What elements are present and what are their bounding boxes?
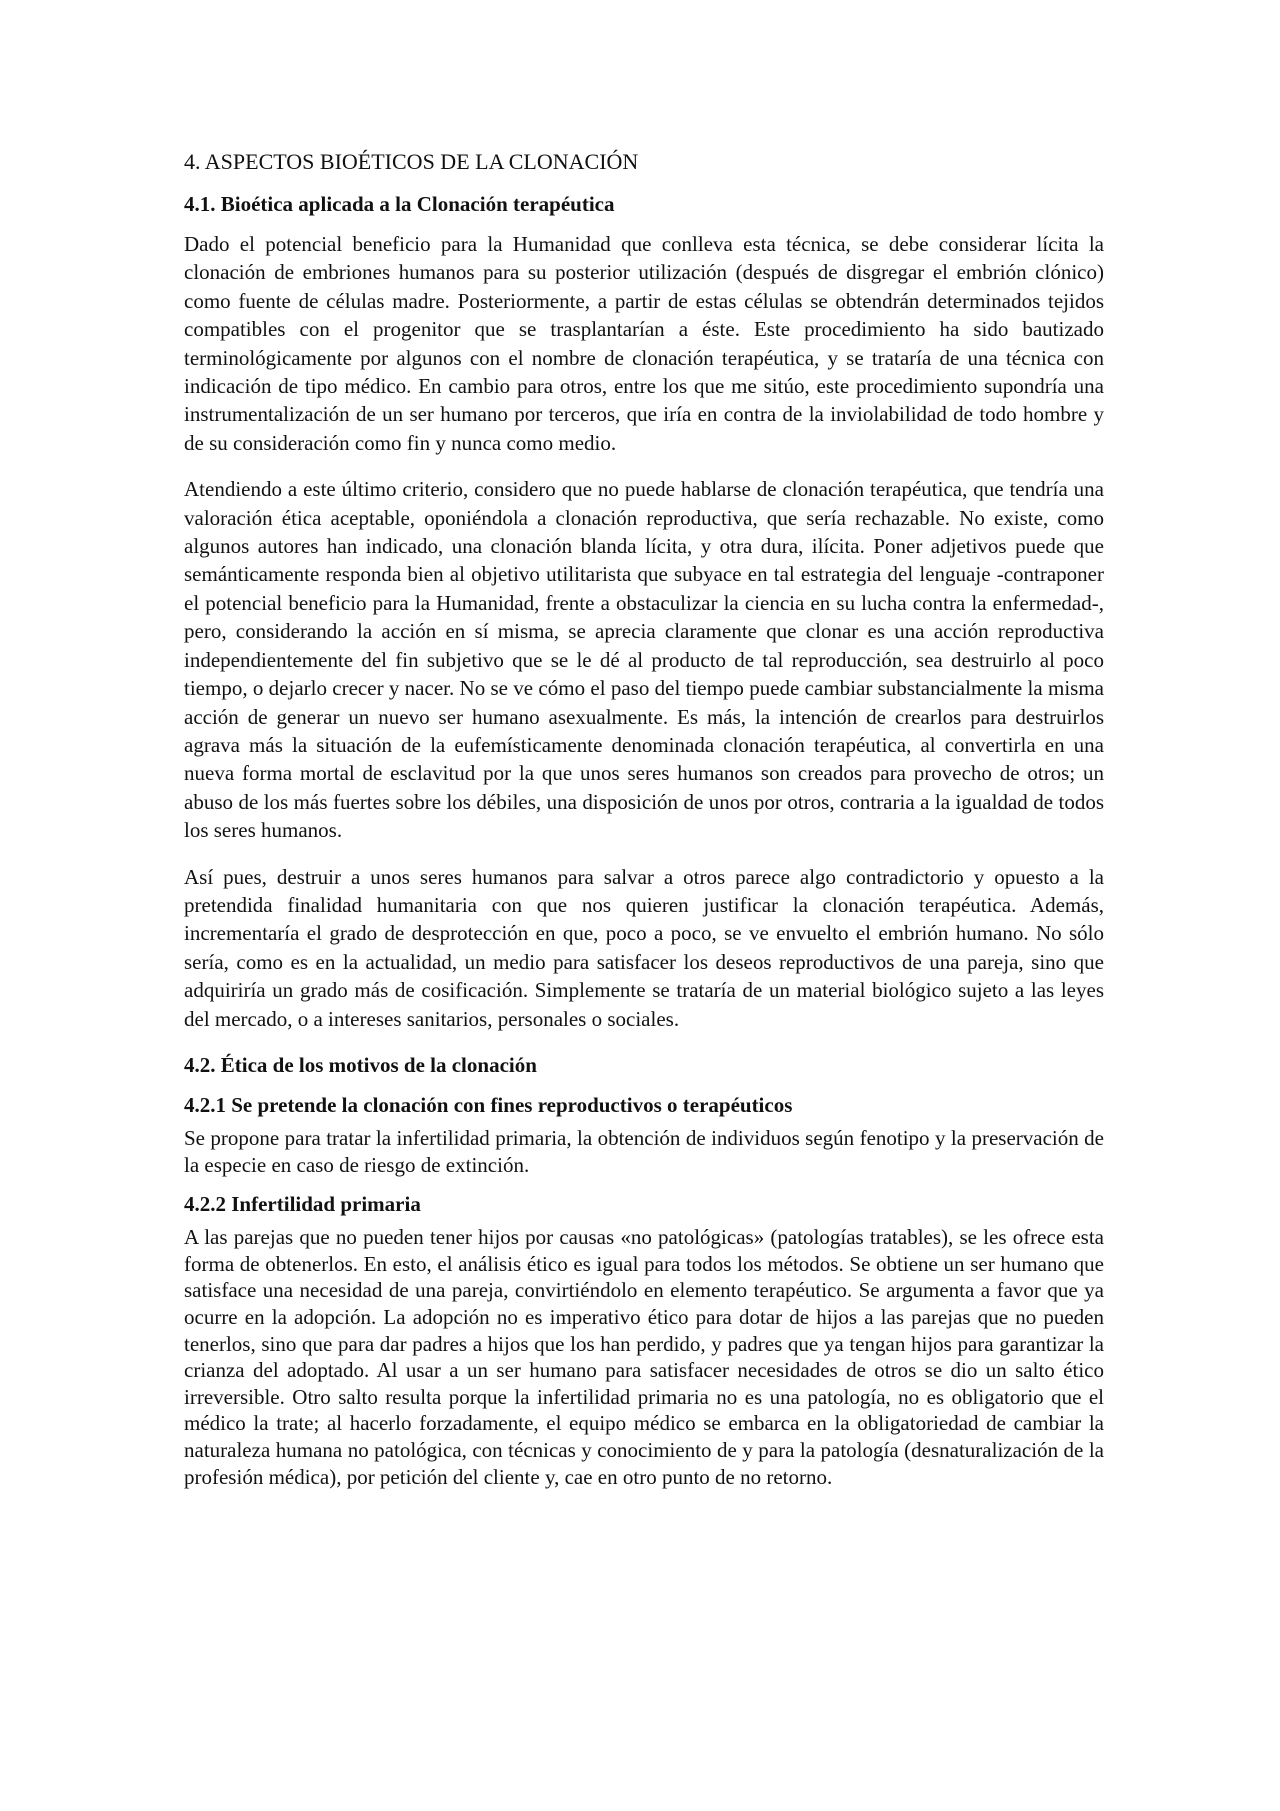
paragraph-1: Dado el potencial beneficio para la Humanidad que conlleva esta técnica, se debe considerar lícita la clonación de embriones humanos para su posterior utilización (después de disgregar el embrión clónico) como fuente de células madre. Posteriormente, a partir de estas células se obtendrán determinados tejidos compatibles con el progenitor que se trasplantarían a éste. Este procedimiento ha sido bautizado terminológicamente por algunos con el nombre de clonación terapéutica, y se trataría de una técnica con indicación de tipo médico. En cambio para otros, entre los que me sitúo, este procedimiento supondría una instrumentalización de un ser humano por terceros, que iría en contra de la inviolabilidad de todo hombre y de su consideración como fin y nunca como medio. bbox=[184, 232, 1104, 455]
paragraph-2: Atendiendo a este último criterio, considero que no puede hablarse de clonación terapéutica, que tendría una valoración ética aceptable, oponiéndola a clonación reproductiva, que sería rechazable. No existe, como algunos autores han indicado, una clonación blanda lícita, y otra dura, ilícita. Poner adjetivos puede que semánticamente responda bien al objetivo utilitarista que subyace en tal estrategia del lenguaje -contraponer el potencial beneficio para la Humanidad, frente a obstaculizar la ciencia en su lucha contra la enfermedad-, pero, considerando la acción en sí misma, se aprecia claramente que clonar es una acción reproductiva independientemente del fin subjetivo que se le dé al producto de tal reproducción, sea destruirlo al poco tiempo, o dejarlo crecer y nacer. No se ve cómo el paso del tiempo puede cambiar substancialmente la misma acción de generar un nuevo ser humano asexualmente. Es más, la intención de crearlos para destruirlos agrava más la situación de la eufemísticamente denominada clonación terapéutica, al convertirla en una nueva forma mortal de esclavitud por la que unos seres humanos son creados para provecho de otros; un abuso de los más fuertes sobre los débiles, una disposición de unos por otros, contraria a la igualdad de todos los seres humanos. bbox=[184, 477, 1104, 843]
section-4-2-2-title: 4.2.2 Infertilidad primaria bbox=[184, 1192, 421, 1217]
section-4-1-title: 4.1. Bioética aplicada a la Clonación terapéutica bbox=[184, 192, 615, 216]
paragraph-3: Así pues, destruir a unos seres humanos para salvar a otros parece algo contradictorio y opuesto a la pretendida finalidad humanitaria con que nos quieren justificar la clonación terapéutica. Además, incrementaría el grado de desprotección en que, poco a poco, se ve envuelto el embrión humano. No sólo sería, como es en la actualidad, un medio para satisfacer los deseos reproductivos de una pareja, sino que adquiriría un grado más de cosificación. Simplemente se trataría de un material biológico sujeto a las leyes del mercado, o a intereses sanitarios, personales o sociales. bbox=[184, 864, 1104, 1031]
section-4-2-title: 4.2. Ética de los motivos de la clonación bbox=[184, 1052, 537, 1077]
section-4-title: 4. ASPECTOS BIOÉTICOS DE LA CLONACIÓN bbox=[184, 149, 639, 174]
section-4-2-1-title: 4.2.1 Se pretende la clonación con fines reproductivos o terapéuticos bbox=[184, 1092, 793, 1117]
paragraph-4: Se propone para tratar la infertilidad primaria, la obtención de individuos según fenotipo y la preservación de la especie en caso de riesgo de extinción. bbox=[184, 1125, 1104, 1177]
document-page bbox=[184, 148, 1104, 1502]
paragraph-5: A las parejas que no pueden tener hijos por causas «no patológicas» (patologías tratables), se les ofrece esta forma de obtenerlos. En esto, el análisis ético es igual para todos los métodos. Se obtiene un ser humano que satisface una necesidad de una pareja, convirtiéndolo en elemento terapéutico. Se argumenta a favor que ya ocurre en la adopción. La adopción no es imperativo ético para dotar de hijos a las parejas que no pueden tenerlos, sino que para dar padres a hijos que los han perdido, y padres que ya tengan hijos para garantizar la crianza del adoptado. Al usar a un ser humano para satisfacer necesidades de otros se dio un salto ético irreversible. Otro salto resulta porque la infertilidad primaria no es una patología, no es obligatorio que el médico la trate; al hacerlo forzadamente, el equipo médico se embarca en la obligatoriedad de cambiar la naturaleza humana no patológica, con técnicas y conocimiento de y para la patología (desnaturalización de la profesión médica), por petición del cliente y, cae en otro punto de no retorno. bbox=[184, 1225, 1104, 1489]
